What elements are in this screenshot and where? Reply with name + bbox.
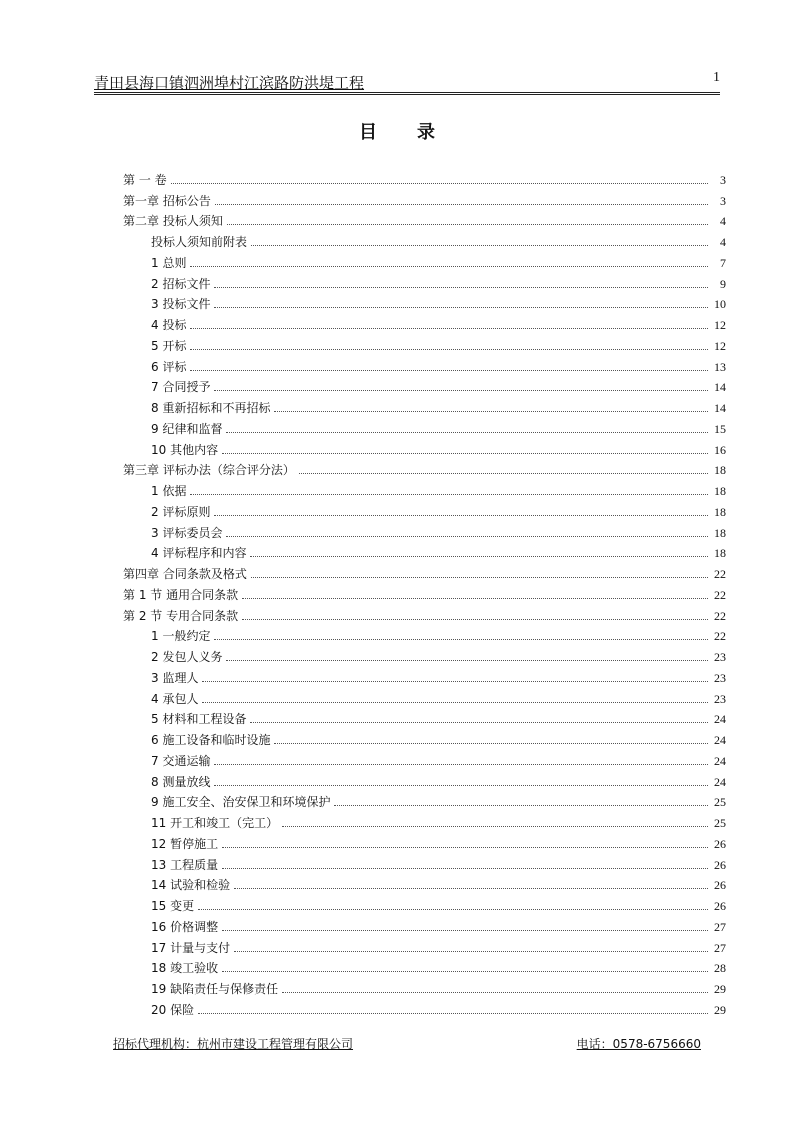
- toc-dot-leader: [227, 224, 708, 225]
- toc-dot-leader: [214, 639, 708, 640]
- toc-entry-label: 6 评标: [151, 359, 187, 374]
- toc-dot-leader: [190, 266, 708, 267]
- toc-entry-label: 8 测量放线: [151, 774, 211, 789]
- toc-entry-page: 23: [714, 670, 726, 685]
- toc-dot-leader: [222, 971, 708, 972]
- toc-dot-leader: [171, 183, 708, 184]
- toc-dot-leader: [202, 681, 708, 682]
- toc-entry-page: 26: [714, 836, 726, 851]
- toc-entry-label: 7 交通运输: [151, 753, 211, 768]
- toc-entry-page: 18: [714, 504, 726, 519]
- toc-dot-leader: [226, 536, 708, 537]
- toc-entry-page: 22: [714, 608, 726, 623]
- toc-entry-label: 4 评标程序和内容: [151, 546, 247, 561]
- toc-entry[interactable]: [123, 602, 726, 623]
- toc-entry[interactable]: [123, 934, 726, 955]
- toc-entry-label: 9 纪律和监督: [151, 421, 223, 436]
- toc-entry-page: 24: [714, 712, 726, 727]
- toc-entry-label: 第四章 合同条款及格式: [123, 567, 247, 581]
- toc-entry-page: 24: [714, 753, 726, 768]
- toc-entry-label: 第二章 投标人须知: [123, 214, 223, 229]
- toc-dot-leader: [274, 411, 708, 412]
- toc-entry[interactable]: [123, 706, 726, 727]
- toc-entry[interactable]: [123, 892, 726, 913]
- toc-entry[interactable]: [123, 457, 726, 478]
- toc-entry-page: 3: [720, 172, 726, 187]
- toc-entry-page: 3: [720, 193, 726, 208]
- toc-entry[interactable]: [123, 830, 726, 851]
- toc-entry-page: 16: [714, 442, 726, 457]
- toc-dot-leader: [215, 204, 708, 205]
- header-divider: [94, 94, 720, 95]
- toc-dot-leader: [222, 868, 708, 869]
- toc-entry-label: 8 重新招标和不再招标: [151, 401, 271, 415]
- toc-entry-label: 第 一 卷: [123, 172, 167, 187]
- toc-entry-page: 27: [714, 919, 726, 934]
- toc-dot-leader: [214, 287, 708, 288]
- toc-entry[interactable]: [123, 955, 726, 976]
- toc-entry[interactable]: [123, 311, 726, 332]
- toc-entry-label: 4 承包人: [151, 691, 199, 706]
- toc-entry[interactable]: [123, 540, 726, 561]
- toc-entry-label: 18 竣工验收: [151, 961, 219, 976]
- toc-entry-label: 17 计量与支付: [151, 940, 231, 955]
- toc-entry[interactable]: [123, 768, 726, 789]
- toc-entry-page: 25: [714, 816, 726, 830]
- toc-entry[interactable]: [123, 291, 726, 312]
- toc-dot-leader: [282, 992, 708, 993]
- toc-dot-leader: [299, 473, 708, 474]
- toc-entry-page: 29: [714, 982, 726, 996]
- toc-entry-page: 26: [714, 857, 726, 872]
- toc-entry[interactable]: [123, 872, 726, 893]
- toc-entry-page: 29: [714, 1002, 726, 1017]
- toc-dot-leader: [214, 390, 708, 391]
- toc-entry-label: 投标人须知前附表: [151, 235, 248, 249]
- toc-entry-label: 4 投标: [151, 318, 187, 332]
- toc-entry[interactable]: [123, 477, 726, 498]
- toc-dot-leader: [190, 494, 708, 495]
- toc-dot-leader: [190, 349, 708, 350]
- toc-dot-leader: [214, 785, 708, 786]
- toc-entry[interactable]: [123, 208, 726, 229]
- toc-entry[interactable]: [123, 809, 726, 830]
- toc-entry-page: 9: [720, 276, 726, 291]
- toc-entry-label: 9 施工安全、治安保卫和环境保护: [151, 795, 331, 810]
- toc-entry-page: 13: [714, 359, 726, 374]
- toc-entry[interactable]: [123, 685, 726, 706]
- toc-dot-leader: [214, 764, 708, 765]
- toc-entry[interactable]: [123, 249, 726, 270]
- page-header: [94, 70, 720, 93]
- toc-entry[interactable]: [123, 374, 726, 395]
- toc-entry-page: 28: [714, 961, 726, 976]
- toc-entry[interactable]: [123, 436, 726, 457]
- footer-agency: 招标代理机构：杭州市建设工程管理有限公司: [113, 1037, 354, 1051]
- toc-dot-leader: [274, 743, 708, 744]
- toc-entry[interactable]: [123, 913, 726, 934]
- toc-entry-label: 1 依据: [151, 484, 187, 498]
- toc-entry[interactable]: [123, 643, 726, 664]
- toc-dot-leader: [222, 847, 708, 848]
- toc-entry[interactable]: [123, 519, 726, 540]
- toc-entry-page: 18: [714, 463, 726, 478]
- toc-entry-page: 26: [714, 878, 726, 893]
- toc-entry-label: 2 招标文件: [151, 276, 211, 291]
- toc-entry-label: 13 工程质量: [151, 857, 219, 872]
- toc-entry-page: 12: [714, 338, 726, 353]
- toc-entry[interactable]: [123, 560, 726, 581]
- table-of-contents: [123, 166, 726, 1017]
- page-number: 1: [713, 70, 720, 85]
- toc-dot-leader: [282, 826, 708, 827]
- toc-entry[interactable]: [123, 975, 726, 996]
- toc-dot-leader: [198, 1013, 708, 1014]
- toc-entry-page: 22: [714, 587, 726, 602]
- toc-dot-leader: [214, 515, 708, 516]
- toc-entry-label: 20 保险: [151, 1002, 195, 1017]
- document-header-title: 青田县海口镇泗洲埠村江滨路防洪堤工程: [94, 74, 365, 92]
- toc-entry-label: 1 总则: [151, 255, 187, 270]
- toc-entry[interactable]: [123, 498, 726, 519]
- toc-entry[interactable]: [123, 726, 726, 747]
- toc-entry[interactable]: [123, 851, 726, 872]
- toc-entry-page: 10: [714, 297, 726, 312]
- toc-entry-page: 18: [714, 546, 726, 561]
- toc-entry[interactable]: [123, 228, 726, 249]
- toc-entry-label: 19 缺陷责任与保修责任: [151, 982, 279, 996]
- toc-dot-leader: [226, 432, 708, 433]
- toc-entry-label: 14 试验和检验: [151, 878, 231, 893]
- toc-dot-leader: [251, 577, 708, 578]
- toc-entry-label: 第 1 节 通用合同条款: [123, 587, 239, 602]
- toc-entry[interactable]: [123, 623, 726, 644]
- toc-entry-label: 第 2 节 专用合同条款: [123, 608, 239, 623]
- toc-entry-label: 5 材料和工程设备: [151, 712, 247, 727]
- toc-entry[interactable]: [123, 581, 726, 602]
- toc-dot-leader: [234, 888, 708, 889]
- toc-entry-label: 6 施工设备和临时设施: [151, 733, 271, 747]
- toc-entry[interactable]: [123, 270, 726, 291]
- toc-entry-label: 3 监理人: [151, 670, 199, 685]
- toc-entry[interactable]: [123, 353, 726, 374]
- toc-entry-label: 12 暂停施工: [151, 836, 219, 851]
- toc-entry-label: 10 其他内容: [151, 442, 219, 457]
- toc-heading: 目录: [359, 122, 475, 143]
- toc-entry[interactable]: [123, 789, 726, 810]
- toc-dot-leader: [334, 805, 708, 806]
- toc-entry[interactable]: [123, 996, 726, 1017]
- toc-entry-page: 15: [714, 421, 726, 436]
- footer-phone: 电话：0578-6756660: [576, 1037, 701, 1051]
- toc-dot-leader: [222, 930, 708, 931]
- toc-entry-page: 23: [714, 650, 726, 664]
- toc-entry-page: 25: [714, 795, 726, 810]
- toc-dot-leader: [198, 909, 708, 910]
- toc-entry-label: 3 投标文件: [151, 297, 211, 312]
- toc-dot-leader: [250, 556, 708, 557]
- toc-entry-page: 18: [714, 484, 726, 498]
- toc-entry-label: 15 变更: [151, 899, 195, 913]
- toc-entry-label: 5 开标: [151, 338, 187, 353]
- toc-entry-label: 2 发包人义务: [151, 650, 223, 664]
- toc-dot-leader: [251, 245, 708, 246]
- toc-entry-label: 7 合同授予: [151, 380, 211, 395]
- toc-entry-page: 27: [714, 940, 726, 955]
- toc-entry-page: 24: [714, 774, 726, 789]
- toc-dot-leader: [226, 660, 708, 661]
- toc-dot-leader: [234, 951, 708, 952]
- toc-entry-label: 第三章 评标办法（综合评分法）: [123, 463, 295, 478]
- toc-entry-page: 22: [714, 629, 726, 644]
- toc-entry-label: 16 价格调整: [151, 919, 219, 934]
- toc-entry-page: 23: [714, 691, 726, 706]
- toc-entry-page: 14: [714, 401, 726, 415]
- toc-dot-leader: [222, 453, 708, 454]
- toc-entry-page: 18: [714, 525, 726, 540]
- toc-dot-leader: [214, 307, 708, 308]
- toc-entry-label: 3 评标委员会: [151, 525, 223, 540]
- toc-entry[interactable]: [123, 187, 726, 208]
- toc-entry[interactable]: [123, 394, 726, 415]
- toc-entry-page: 14: [714, 380, 726, 395]
- toc-entry-page: 26: [714, 899, 726, 913]
- toc-entry-label: 第一章 招标公告: [123, 193, 211, 208]
- toc-entry-page: 24: [714, 733, 726, 747]
- toc-entry-label: 2 评标原则: [151, 504, 211, 519]
- toc-entry-label: 11 开工和竣工（完工）: [151, 816, 279, 830]
- toc-entry[interactable]: [123, 664, 726, 685]
- toc-entry[interactable]: [123, 166, 726, 187]
- toc-dot-leader: [202, 702, 708, 703]
- toc-entry-label: 1 一般约定: [151, 629, 211, 644]
- toc-dot-leader: [242, 598, 708, 599]
- toc-entry[interactable]: [123, 332, 726, 353]
- toc-entry-page: 12: [714, 318, 726, 332]
- toc-dot-leader: [190, 370, 708, 371]
- toc-dot-leader: [250, 722, 708, 723]
- toc-dot-leader: [242, 619, 708, 620]
- toc-entry-page: 4: [720, 214, 726, 229]
- toc-dot-leader: [190, 328, 708, 329]
- toc-entry-page: 22: [714, 567, 726, 581]
- page-footer: [113, 1035, 701, 1053]
- toc-entry-page: 4: [720, 235, 726, 249]
- toc-entry-page: 7: [720, 255, 726, 270]
- toc-entry[interactable]: [123, 415, 726, 436]
- toc-entry[interactable]: [123, 747, 726, 768]
